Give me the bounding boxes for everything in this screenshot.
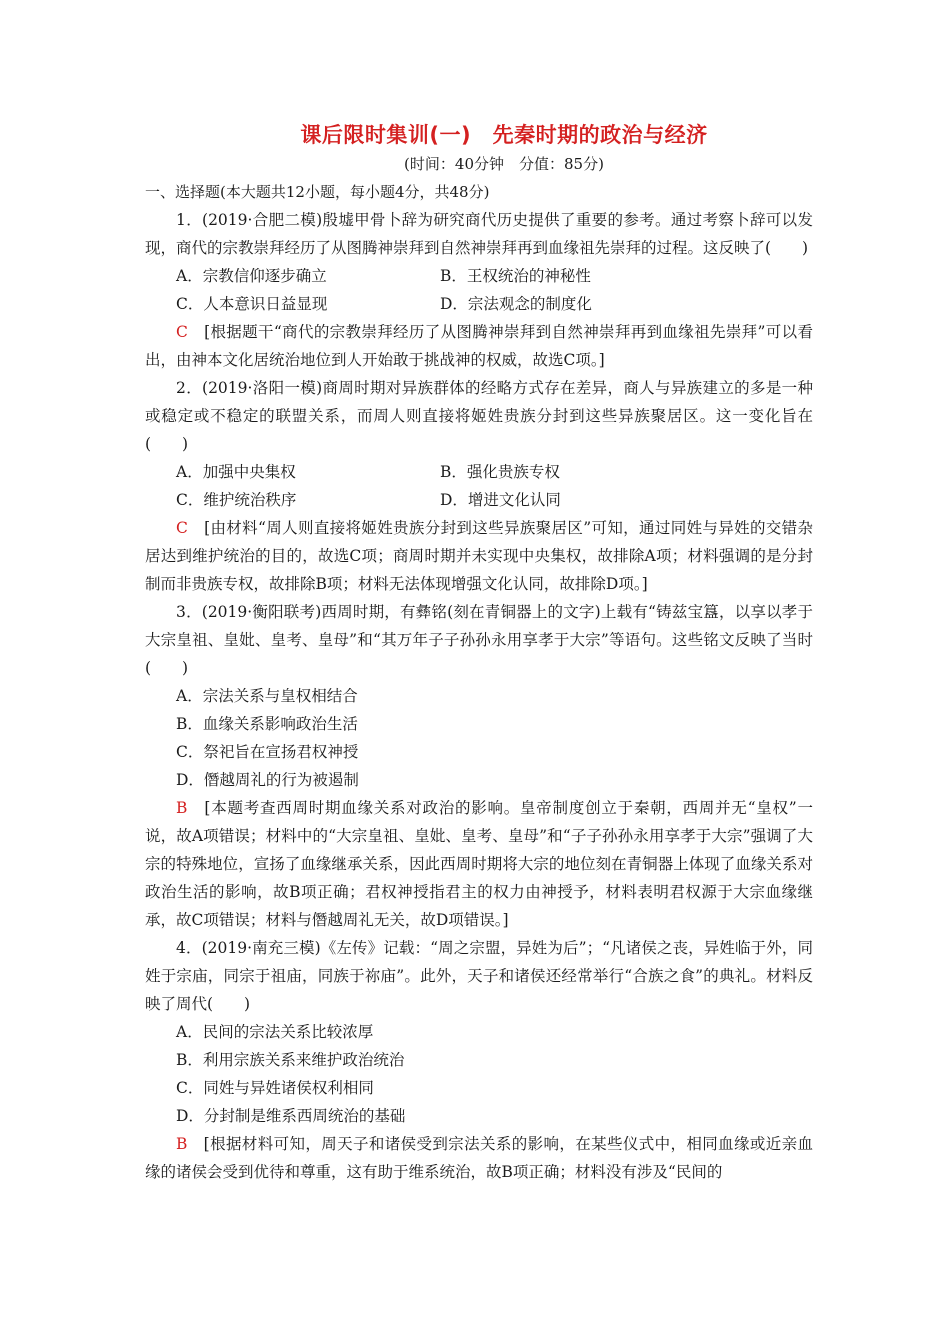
option-c: C．人本意识日益显现 — [176, 295, 328, 313]
section-title: 一、选择题(本大题共12小题，每小题4分，共48分) — [145, 183, 490, 201]
answer-explanation — [145, 794, 813, 934]
question-1 — [145, 206, 813, 374]
option-c: C．维护统治秩序 — [176, 491, 297, 509]
options — [145, 458, 813, 514]
content-area — [145, 118, 813, 1186]
option-b: B．利用宗族关系来维护政治统治 — [176, 1051, 405, 1069]
option-d: D．分封制是维系西周统治的基础 — [176, 1107, 406, 1125]
page-title: 课后限时集训(一) 先秦时期的政治与经济 — [300, 123, 708, 147]
option-b: B．王权统治的神秘性 — [440, 267, 591, 285]
explanation-text: [由材料“周人则直接将姬姓贵族分封到这些异族聚居区”可知，通过同姓与异姓的交错杂居达到维护统治的目的，故选C项；商周时期并未实现中央集权，故排除A项；材料强调的是分封制而非贵族专权，故排除B项；材料无法体现增强文化认同，故排除D项。] — [145, 519, 813, 593]
answer-letter: B — [176, 799, 188, 817]
option-d: D．宗法观念的制度化 — [440, 295, 592, 313]
question-4 — [145, 934, 813, 1186]
option-b: B．强化贵族专权 — [440, 463, 560, 481]
option-a: A．民间的宗法关系比较浓厚 — [176, 1023, 374, 1041]
answer-explanation — [145, 514, 813, 598]
question-stem: 4．(2019·南充三模)《左传》记载：“周之宗盟，异姓为后”；“凡诸侯之丧，异姓临于外，同姓于宗庙，同宗于祖庙，同族于祢庙”。此外，天子和诸侯还经常举行“合族之食”的典礼。材料反映了周代( ) — [145, 939, 813, 1013]
question-stem: 2．(2019·洛阳一模)商周时期对异族群体的经略方式存在差异，商人与异族建立的多是一种或稳定或不稳定的联盟关系，而周人则直接将姬姓贵族分封到这些异族聚居区。这一变化旨在( ) — [145, 379, 813, 453]
answer-explanation — [145, 1130, 813, 1186]
option-a: A．加强中央集权 — [176, 463, 296, 481]
question-stem: 3．(2019·衡阳联考)西周时期，有彝铭(刻在青铜器上的文字)上载有“铸兹宝簋，以享以孝于大宗皇祖、皇妣、皇考、皇母”和“其万年子子孙孙永用享孝于大宗”等语句。这些铭文反映了当时( ) — [145, 603, 813, 677]
explanation-text: [本题考查西周时期血缘关系对政治的影响。皇帝制度创立于秦朝，西周并无“皇权”一说，故A项错误；材料中的“大宗皇祖、皇妣、皇考、皇母”和“子子孙孙永用享孝于大宗”强调了大宗的特殊地位，宣扬了血缘继承关系，因此西周时期将大宗的地位刻在青铜器上体现了血缘关系对政治生活的影响，故B项正确；君权神授指君主的权力由神授予，材料表明君权源于大宗血缘继承，故C项错误；材料与僭越周礼无关，故D项错误。] — [145, 799, 813, 929]
option-b: B．血缘关系影响政治生活 — [176, 715, 358, 733]
option-a: A．宗教信仰逐步确立 — [176, 267, 327, 285]
explanation-text: [根据材料可知，周天子和诸侯受到宗法关系的影响，在某些仪式中，相同血缘或近亲血缘的诸侯会受到优待和尊重，这有助于维系统治，故B项正确；材料没有涉及“民间的 — [145, 1135, 813, 1181]
answer-letter: C — [176, 519, 188, 537]
option-c: C．祭祀旨在宣扬君权神授 — [176, 743, 359, 761]
option-a: A．宗法关系与皇权相结合 — [176, 687, 358, 705]
answer-letter: C — [176, 323, 188, 341]
question-stem: 1．(2019·合肥二模)殷墟甲骨卜辞为研究商代历史提供了重要的参考。通过考察卜辞可以发现，商代的宗教崇拜经历了从图腾神崇拜到自然神崇拜再到血缘祖先崇拜的过程。这反映了( ) — [145, 211, 813, 257]
option-c: C．同姓与异姓诸侯权利相同 — [176, 1079, 374, 1097]
answer-letter: B — [176, 1135, 188, 1153]
option-d: D．僭越周礼的行为被遏制 — [176, 771, 359, 789]
options — [145, 262, 813, 318]
explanation-text: [根据题干“商代的宗教崇拜经历了从图腾神崇拜到自然神崇拜再到血缘祖先崇拜”可以看出，由神本文化居统治地位到人开始敢于挑战神的权威，故选C项。] — [145, 323, 813, 369]
question-3 — [145, 598, 813, 934]
question-2 — [145, 374, 813, 598]
exam-meta: (时间：40分钟 分值：85分) — [404, 155, 604, 173]
answer-explanation — [145, 318, 813, 374]
option-d: D．增进文化认同 — [440, 491, 561, 509]
